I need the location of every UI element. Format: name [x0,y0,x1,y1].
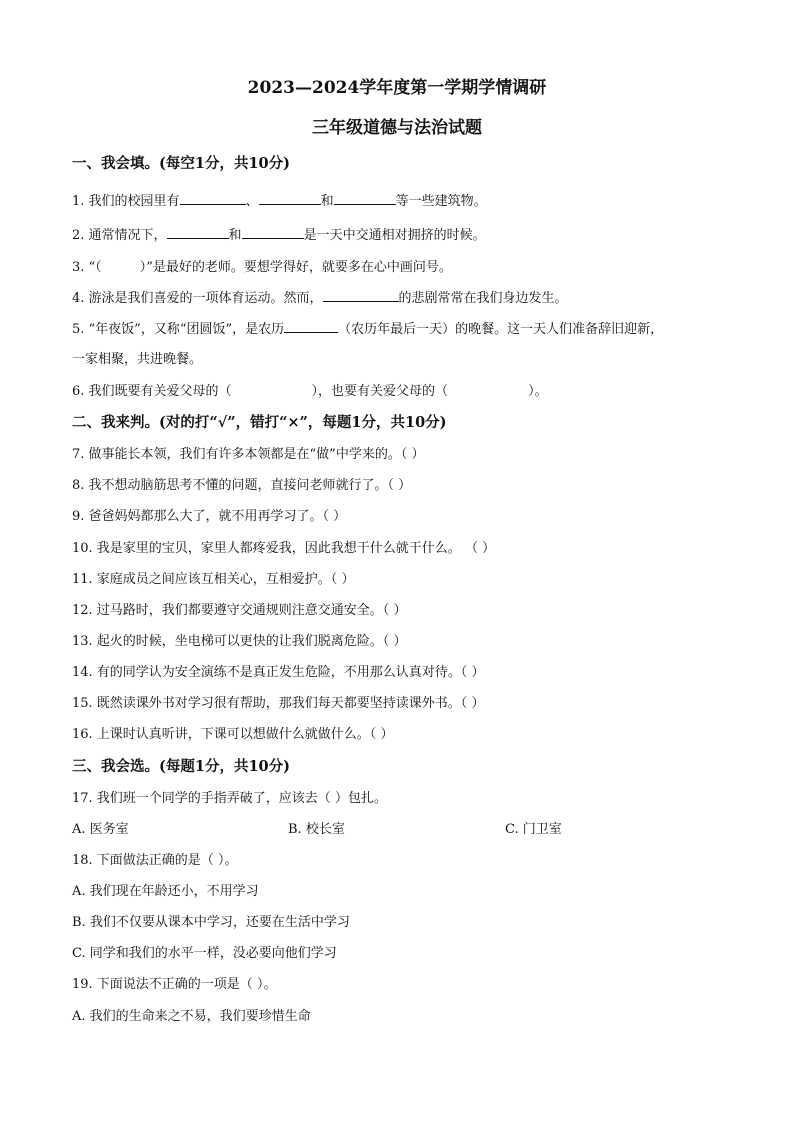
q2-blank-1[interactable] [167,226,229,239]
q1-blank-1[interactable] [180,192,246,205]
judge-item[interactable]: 11. 家庭成员之间应该互相关心，互相爱护。（ ） [72,572,355,587]
q19-option-a[interactable]: A. 我们的生命来之不易，我们要珍惜生命 [72,1009,311,1024]
question-5-line-1 [72,318,663,337]
q1-text-b: 、 [245,194,259,209]
q1-blank-3[interactable] [334,192,396,205]
question-19-stem: 19. 下面说法不正确的一项是（ ）。 [72,977,277,992]
q17-option-b[interactable]: B. 校长室 [288,822,345,837]
judge-item[interactable]: 12. 过马路时，我们都要遵守交通规则注意交通安全。（ ） [72,603,407,618]
judge-item[interactable]: 10. 我是家里的宝贝，家里人都疼爱我，因此我想干什么就干什么。 （ ） [72,541,496,556]
section-heading-choice: 三、我会选。(每题1分，共10分) [72,758,290,775]
exam-title: 2023—2024学年度第一学期学情调研 [247,78,547,98]
q1-text-a: 1. 我们的校园里有 [72,194,180,209]
question-5-line-2: 一家相聚，共进晚餐。 [72,352,203,367]
q1-blank-2[interactable] [259,192,321,205]
q1-text-d: 等一些建筑物。 [395,194,487,209]
section-heading-fill: 一、我会填。(每空1分，共10分) [72,155,290,172]
q5-text-a: 5. “年夜饭”，又称“团圆饭”，是农历 [72,322,285,337]
question-2 [72,224,486,243]
judge-item[interactable]: 8. 我不想动脑筋思考不懂的问题，直接问老师就行了。（ ） [72,478,412,493]
q3-text-b: ）”是最好的老师。要想学得好，就要多在心中画问号。 [139,260,452,275]
q2-text-c: 是一天中交通相对拥挤的时候。 [303,228,486,243]
q1-text-c: 和 [320,194,334,209]
section-heading-judge: 二、我来判。(对的打“√”，错打“×”，每题1分，共10分) [72,414,447,431]
judge-item[interactable]: 16. 上课时认真听讲，下课可以想做什么就做什么。（ ） [72,727,394,742]
question-6 [72,380,548,399]
q2-text-a: 2. 通常情况下， [72,228,167,243]
q2-text-b: 和 [228,228,242,243]
question-3 [72,256,452,275]
q18-option-b[interactable]: B. 我们不仅要从课本中学习，还要在生活中学习 [72,915,350,930]
question-18-stem: 18. 下面做法正确的是（ ）。 [72,853,238,868]
q17-option-a[interactable]: A. 医务室 [72,822,129,837]
judge-item[interactable]: 15. 既然读课外书对学习很有帮助，那我们每天都要坚持读课外书。（ ） [72,696,485,711]
q6-text-a: 6. 我们既要有关爱父母的（ [72,384,232,399]
q6-text-c: ）。 [528,384,548,399]
q3-text-a: 3. “（ [72,260,102,275]
question-1 [72,190,487,209]
q2-blank-2[interactable] [242,226,304,239]
q5-text-b: （农历年最后一天）的晚餐。这一天人们准备辞旧迎新， [338,322,664,337]
judge-item[interactable]: 14. 有的同学认为安全演练不是真正发生危险，不用那么认真对待。（ ） [72,665,485,680]
question-4 [72,287,568,306]
q6-text-b: ），也要有关爱父母的（ [311,384,449,399]
q18-option-c[interactable]: C. 同学和我们的水平一样，没必要向他们学习 [72,946,337,961]
q17-option-c[interactable]: C. 门卫室 [505,822,562,837]
question-17-stem: 17. 我们班一个同学的手指弄破了，应该去（ ）包扎。 [72,791,387,806]
q18-option-a[interactable]: A. 我们现在年龄还小，不用学习 [72,884,259,899]
judge-item[interactable]: 9. 爸爸妈妈都那么大了，就不用再学习了。（ ） [72,509,347,524]
q4-text-b: 的悲剧常常在我们身边发生。 [398,291,568,306]
q4-text-a: 4. 游泳是我们喜爱的一项体育运动。然而， [72,291,323,306]
exam-subtitle: 三年级道德与法治试题 [312,118,482,138]
judge-item[interactable]: 13. 起火的时候，坐电梯可以更快的让我们脱离危险。（ ） [72,634,407,649]
judge-item[interactable]: 7. 做事能长本领，我们有许多本领都是在“做”中学来的。（ ） [72,447,425,462]
q4-blank-1[interactable] [323,289,399,302]
q5-blank-1[interactable] [284,320,338,333]
